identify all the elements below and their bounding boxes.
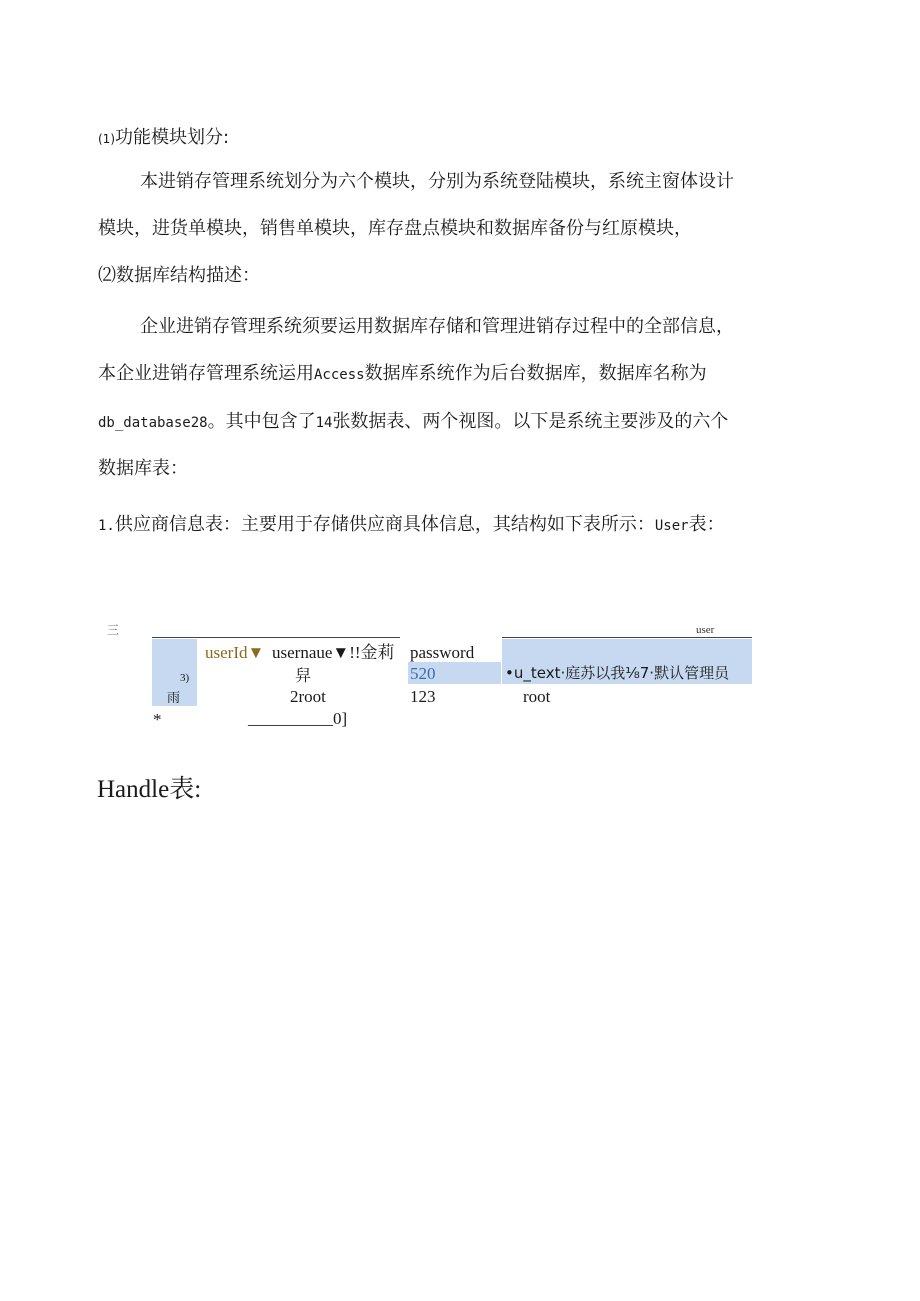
row-3-selector: *: [153, 710, 162, 729]
para-2-line-1: 企业进销存管理系统须要运用数据库存储和管理进销存过程中的全部信息，: [140, 316, 734, 337]
header-rule-right: [502, 637, 752, 638]
handle-table-label: Handle表:: [97, 776, 202, 803]
row-2-text: root: [523, 687, 551, 706]
item-1-number: 1.: [98, 518, 115, 534]
header-userid: userId▼: [205, 643, 265, 662]
db-name-code: db_database28: [98, 415, 208, 431]
item-1: 1.供应商信息表：主要用于存储供应商具体信息，其结构如下表所示：User表：: [98, 514, 725, 535]
header-rule-left: [152, 637, 400, 638]
row-3-username: __________0]: [248, 709, 348, 728]
header-password: password: [410, 643, 475, 662]
section-1-title: 功能模块划分:: [115, 127, 230, 148]
table-caption: user: [696, 624, 715, 636]
table-count: 14: [315, 415, 333, 431]
row-1-text: •u_text·庭苏以我⅛7·默认管理员: [505, 664, 730, 682]
section-2-heading: ⑵数据库结构描述：: [98, 265, 260, 286]
section-1-heading: [98, 126, 229, 151]
row-1-password: 520: [410, 664, 436, 683]
para-2-line-4: 数据库表：: [98, 458, 188, 479]
row-2-password: 123: [410, 687, 436, 706]
para-2-line-2: 本企业进销存管理系统运用Access数据库系统作为后台数据库，数据库名称为: [98, 363, 707, 384]
corner-mark: 三: [107, 623, 120, 637]
header-username: usernaue▼!!金莉: [272, 643, 395, 662]
item-1-text: 供应商信息表：主要用于存储供应商具体信息，其结构如下表所示：: [114, 514, 655, 535]
para-1-line-1: 本进销存管理系统划分为六个模块，分别为系统登陆模块，系统主窗体设计: [140, 171, 734, 192]
row-1-username: 舁: [295, 666, 312, 685]
para-1-line-2: 模块，进货单模块，销售单模块，库存盘点模块和数据库备份与红原模块，: [98, 218, 692, 239]
access-code: Access: [314, 367, 365, 383]
row-2-selector: 雨: [167, 691, 181, 706]
section-1-number: (1): [98, 132, 115, 146]
para-2-line-3: db_database28。其中包含了14张数据表、两个视图。以下是系统主要涉及的六个: [98, 411, 729, 432]
user-code: User: [654, 518, 689, 534]
row-2-username: 2root: [290, 687, 326, 706]
row-1-selector: 3): [180, 672, 190, 684]
